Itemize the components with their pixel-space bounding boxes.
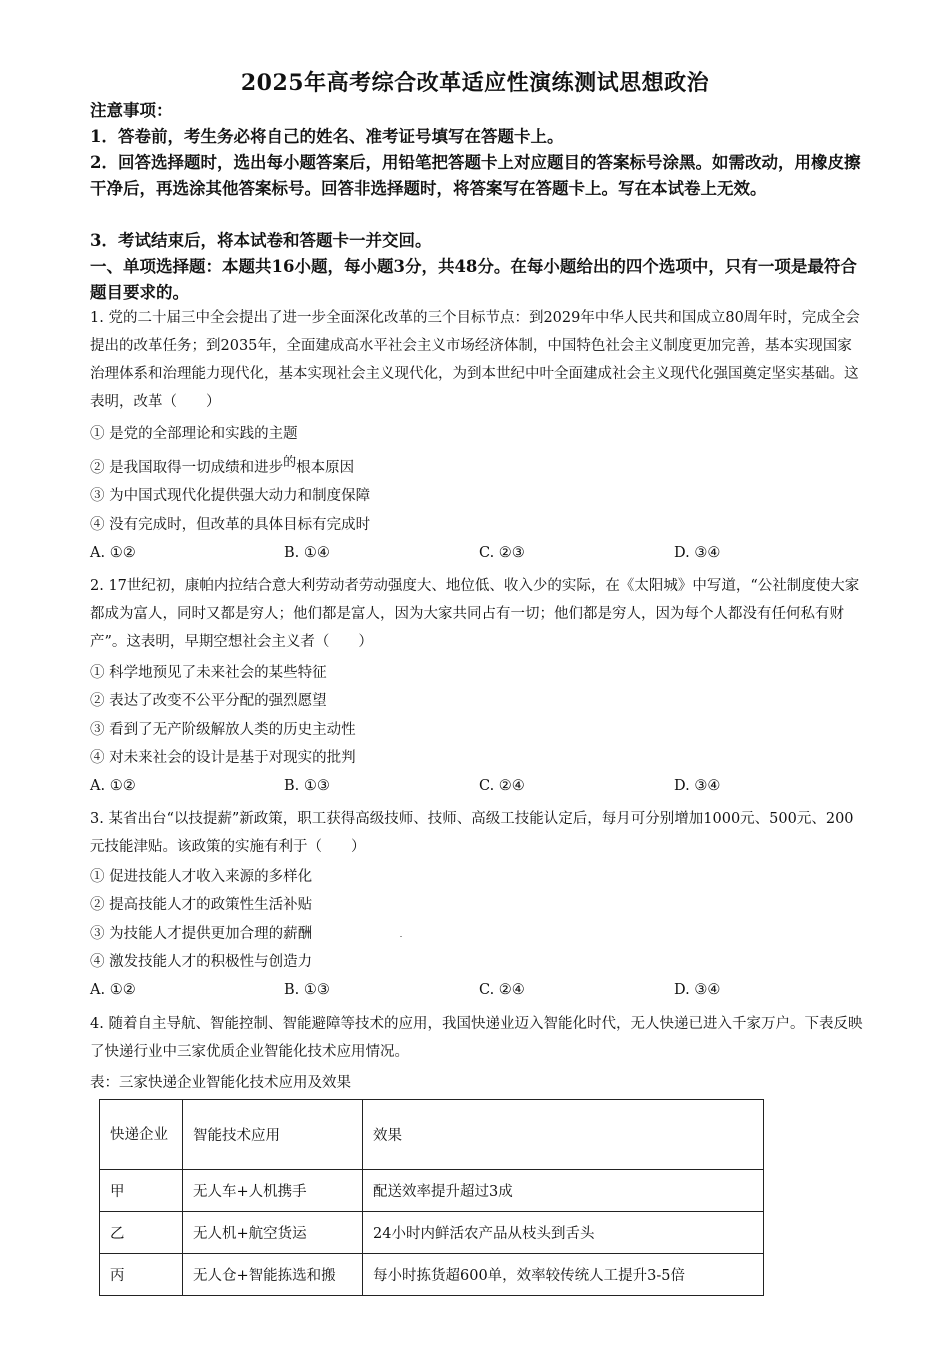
question-2-option-b: B. ①③ (284, 778, 330, 794)
question-1-item-2-text: ② 是我国取得一切成绩和进步 (90, 460, 284, 476)
scan-speck (400, 936, 402, 937)
question-2-item-3: ③ 看到了无产阶级解放人类的历史主动性 (90, 722, 356, 738)
notice-item-2: 2．回答选择题时，选出每小题答案后，用铅笔把答题卡上对应题目的答案标号涂黑。如需改动，用橡皮擦干净后，再选涂其他答案标号。回答非选择题时，将答案写在答题卡上。写在本试卷上无效。 (90, 153, 861, 198)
question-2-stem: 2. 17世纪初，康帕内拉结合意大利劳动者劳动强度大、地位低、收入少的实际，在《太阳城》中写道，“公社制度使大家都成为富人，同时又都是穷人；他们都是富人，因为大家共同占有一切；他们都是穷人，因为每个人都没有任何私有财产”。这表明，早期空想社会主义者（ ） (90, 578, 860, 650)
question-2-options (90, 778, 870, 798)
question-3-item-3: ③ 为技能人才提供更加合理的薪酬 (90, 926, 313, 942)
question-3-option-a: A. ①② (90, 982, 136, 998)
table-header-row (100, 1100, 764, 1170)
table-cell: 每小时拣货超600单，效率较传统人工提升3-5倍 (363, 1254, 764, 1296)
notice-item-3: 3．考试结束后，将本试卷和答题卡一并交回。 (90, 231, 432, 250)
table-header-cell: 效果 (363, 1100, 764, 1170)
question-1-option-d: D. ③④ (674, 545, 721, 561)
table-cell: 丙 (100, 1254, 183, 1296)
question-2-item-2: ② 表达了改变不公平分配的强烈愿望 (90, 693, 327, 709)
question-1-stem: 1. 党的二十届三中全会提出了进一步全面深化改革的三个目标节点：到2029年中华人民共和国成立80周年时，完成全会提出的改革任务；到2035年，全面建成高水平社会主义市场经济体制，中国特色社会主义制度更加完善，基本实现国家治理体系和治理能力现代化，基本实现社会主义现代化，为到本世纪中叶全面建成社会主义现代化强国奠定坚实基础。这表明，改革（ ） (90, 310, 860, 410)
section-heading: 一、单项选择题：本题共16小题，每小题3分，共48分。在每小题给出的四个选项中，只有一项是最符合题目要求的。 (90, 257, 857, 302)
notice-heading: 注意事项： (90, 101, 173, 120)
express-table (99, 1099, 764, 1296)
question-1-item-2-tail: 根本原因 (296, 460, 355, 476)
question-2-item-4: ④ 对未来社会的设计是基于对现实的批判 (90, 750, 356, 766)
question-3-options (90, 982, 870, 1002)
table-cell: 无人车+人机携手 (183, 1170, 363, 1212)
page-title: 2025年高考综合改革适应性演练测试思想政治 (240, 70, 710, 96)
table-header-cell: 快递企业 (100, 1100, 183, 1170)
question-1-option-b: B. ①④ (284, 545, 330, 561)
question-4-stem: 4. 随着自主导航、智能控制、智能避障等技术的应用，我国快递业迈入智能化时代，无人快递已进入千家万户。下表反映了快递行业中三家优质企业智能化技术应用情况。 (90, 1016, 863, 1060)
question-1-item-2-superscript: 的 (283, 455, 297, 470)
table-cell: 无人仓+智能拣选和搬 (183, 1254, 363, 1296)
question-1-item-4: ④ 没有完成时，但改革的具体目标有完成时 (90, 517, 371, 533)
table-caption: 表：三家快递企业智能化技术应用及效果 (90, 1075, 351, 1091)
question-2-option-c: C. ②④ (479, 778, 525, 794)
table-row (100, 1212, 764, 1254)
table-header-cell: 智能技术应用 (183, 1100, 363, 1170)
question-2-option-d: D. ③④ (674, 778, 721, 794)
question-1-options (90, 545, 870, 565)
table-cell: 甲 (100, 1170, 183, 1212)
question-1-item-1: ① 是党的全部理论和实践的主题 (90, 426, 298, 442)
table-cell: 配送效率提升超过3成 (363, 1170, 764, 1212)
question-1-option-c: C. ②③ (479, 545, 525, 561)
table-cell: 无人机+航空货运 (183, 1212, 363, 1254)
question-1-item-2 (90, 455, 355, 479)
question-3-stem: 3. 某省出台“以技提薪”新政策，职工获得高级技师、技师、高级工技能认定后，每月可分别增加1000元、500元、200元技能津贴。该政策的实施有利于（ ） (90, 811, 854, 855)
question-2-option-a: A. ①② (90, 778, 136, 794)
table-row (100, 1254, 764, 1296)
question-3-item-2: ② 提高技能人才的政策性生活补贴 (90, 897, 313, 913)
question-3-item-4: ④ 激发技能人才的积极性与创造力 (90, 954, 313, 970)
question-3-option-b: B. ①③ (284, 982, 330, 998)
question-1-option-a: A. ①② (90, 545, 136, 561)
question-3-item-1: ① 促进技能人才收入来源的多样化 (90, 869, 313, 885)
question-3-option-d: D. ③④ (674, 982, 721, 998)
notice-item-1: 1．答卷前，考生务必将自己的姓名、准考证号填写在答题卡上。 (90, 127, 564, 146)
table-row (100, 1170, 764, 1212)
table-cell: 24小时内鲜活农产品从枝头到舌头 (363, 1212, 764, 1254)
table-cell: 乙 (100, 1212, 183, 1254)
question-1-item-3: ③ 为中国式现代化提供强大动力和制度保障 (90, 488, 371, 504)
question-2-item-1: ① 科学地预见了未来社会的某些特征 (90, 665, 327, 681)
question-3-option-c: C. ②④ (479, 982, 525, 998)
